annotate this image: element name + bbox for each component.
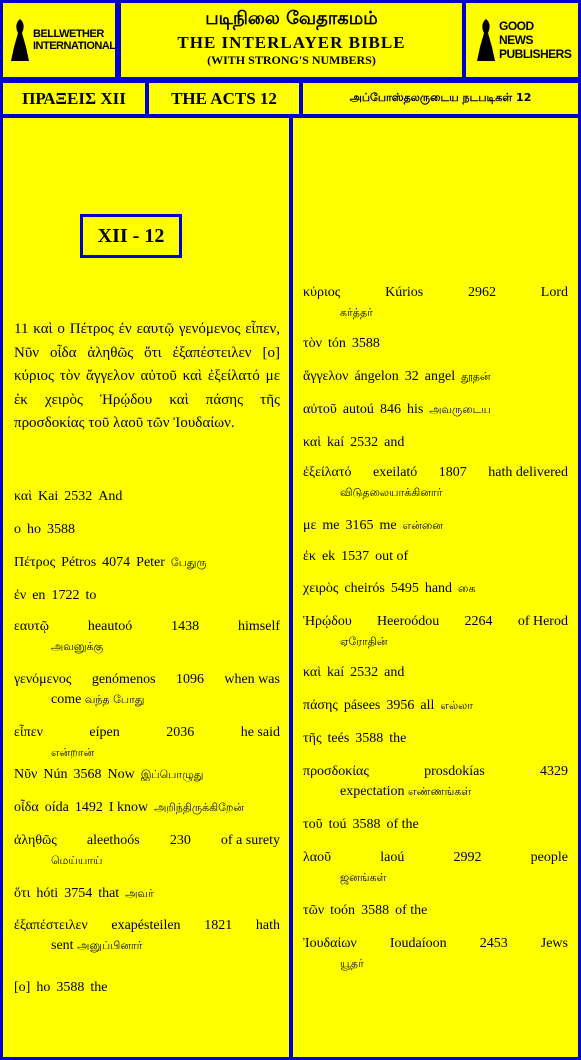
word-entry — [303, 849, 568, 889]
greek-word: ἐξείλατό — [303, 465, 352, 480]
word-line — [303, 697, 568, 715]
english-gloss: Peter — [136, 555, 165, 570]
goodnews-logo-text: GOOD NEWS PUBLISHERS — [499, 19, 572, 61]
word-entry — [303, 368, 568, 386]
english-continuation: come — [51, 692, 85, 707]
word-line — [14, 671, 280, 689]
strong-number: 230 — [169, 833, 191, 848]
goodnews-logo-box — [463, 0, 581, 80]
tamil-text: எண்ணங்கள் — [408, 785, 472, 798]
word-line — [303, 613, 568, 631]
word-line — [303, 548, 568, 566]
strong-number: 1537 — [341, 549, 370, 564]
word-line — [303, 401, 568, 419]
word-entry — [14, 979, 280, 997]
greek-word: Ἡρῴδου — [303, 614, 352, 629]
greek-word: καὶ — [303, 435, 322, 450]
goodnews-logo-icon — [475, 17, 497, 63]
word-entry — [303, 464, 568, 504]
tamil-gloss — [303, 867, 568, 889]
word-line — [303, 730, 568, 748]
word-entry — [303, 434, 568, 452]
word-entry — [303, 816, 568, 834]
transliteration: hóti — [36, 886, 59, 901]
greek-word: εαυτῷ — [14, 619, 49, 634]
word-line — [14, 766, 280, 784]
title-block — [118, 0, 465, 80]
english-gloss: hath delivered — [488, 465, 568, 480]
title-subtitle: (WITH STRONG'S NUMBERS) — [207, 53, 376, 67]
tamil-text: ஜனங்கள் — [340, 871, 387, 884]
word-line — [303, 849, 568, 867]
tamil-gloss — [14, 742, 280, 764]
word-entry — [303, 664, 568, 682]
word-line — [14, 885, 280, 903]
word-line — [303, 517, 568, 535]
bellwether-logo-box — [0, 0, 118, 80]
word-entry — [14, 587, 280, 605]
word-entry — [303, 613, 568, 653]
strong-number: 2264 — [464, 614, 493, 629]
tamil-text: வந்த போது — [84, 693, 145, 706]
word-line — [14, 799, 280, 817]
transliteration: Ioudaíoon — [389, 936, 447, 951]
word-line — [303, 464, 568, 482]
tamil-gloss: அவர் — [125, 887, 154, 900]
english-gloss: and — [384, 435, 405, 450]
transliteration: oída — [44, 800, 69, 815]
transliteration: kaí — [327, 665, 345, 680]
transliteration: heautoó — [87, 619, 133, 634]
word-line — [303, 284, 568, 302]
transliteration: prosdokías — [424, 764, 485, 779]
transliteration: tón — [327, 336, 346, 351]
english-gloss: of the — [395, 903, 428, 918]
strong-number: 3588 — [355, 731, 384, 746]
word-entry — [14, 554, 280, 572]
word-entry — [14, 885, 280, 903]
strong-number: 1722 — [51, 588, 80, 603]
tamil-gloss — [14, 636, 280, 658]
word-line — [14, 618, 280, 636]
word-line — [303, 935, 568, 953]
tamil-text: ஏரோதின் — [340, 635, 388, 648]
strong-number: 32 — [404, 369, 419, 384]
greek-word: κύριος — [303, 285, 341, 300]
word-line — [303, 664, 568, 682]
english-gloss: he said — [240, 725, 280, 740]
tamil-gloss: என்னை — [402, 519, 443, 532]
tamil-gloss — [303, 631, 568, 653]
tamil-gloss — [14, 689, 280, 711]
greek-word: ο — [14, 522, 21, 537]
transliteration: Nún — [43, 767, 68, 782]
greek-word: τὸν — [303, 336, 322, 351]
english-gloss: people — [530, 850, 568, 865]
word-line — [14, 521, 280, 539]
transliteration: genómenos — [91, 672, 156, 687]
english-gloss: of the — [386, 817, 419, 832]
tamil-text: யூதர் — [340, 957, 364, 970]
book-english: THE ACTS 12 — [146, 80, 302, 117]
tamil-gloss: தூதன் — [461, 370, 491, 383]
word-line — [303, 902, 568, 920]
strong-number: 2992 — [453, 850, 482, 865]
tamil-text: கர்த்தர் — [340, 306, 373, 319]
tamil-gloss: அவருடைய — [429, 403, 491, 416]
strong-number: 4329 — [539, 764, 568, 779]
word-entry — [303, 902, 568, 920]
english-gloss: And — [98, 489, 123, 504]
english-gloss: Jews — [540, 936, 568, 951]
strong-number: 2962 — [467, 285, 496, 300]
tamil-gloss: அறிந்திருக்கிறேன் — [154, 801, 245, 814]
transliteration: pásees — [343, 698, 381, 713]
strong-number: 1096 — [175, 672, 204, 687]
word-line — [303, 580, 568, 598]
tamil-gloss — [303, 302, 568, 324]
transliteration: laoú — [380, 850, 405, 865]
english-gloss: of a surety — [220, 833, 280, 848]
english-continuation: expectation — [340, 784, 409, 799]
english-gloss: and — [384, 665, 405, 680]
title-english: THE INTERLAYER BIBLE — [177, 33, 406, 52]
greek-word: καὶ — [303, 665, 322, 680]
transliteration: ek — [321, 549, 336, 564]
greek-word: χειρὸς — [303, 581, 339, 596]
strong-number: 3754 — [64, 886, 93, 901]
english-gloss: me — [379, 518, 397, 533]
transliteration: teés — [327, 731, 350, 746]
english-gloss: that — [98, 886, 120, 901]
transliteration: Heeroódou — [377, 614, 440, 629]
transliteration: ángelon — [354, 369, 399, 384]
transliteration: Kai — [38, 489, 59, 504]
transliteration: Pétros — [61, 555, 97, 570]
word-line — [303, 335, 568, 353]
chapter-label: XII - 12 — [80, 214, 182, 258]
greek-word: Ἰουδαίων — [303, 936, 357, 951]
strong-number: 3588 — [351, 336, 380, 351]
tamil-gloss — [303, 482, 568, 504]
greek-word: [ο] — [14, 980, 31, 995]
greek-word: τῆς — [303, 731, 322, 746]
english-gloss: to — [85, 588, 97, 603]
greek-word: Πέτρος — [14, 555, 56, 570]
strong-number: 3956 — [386, 698, 415, 713]
strong-number: 3568 — [73, 767, 102, 782]
word-entry — [303, 730, 568, 748]
english-gloss: out of — [375, 549, 409, 564]
strong-number: 3588 — [352, 817, 381, 832]
verse-text: 11 καὶ ο Πέτρος ἐν εαυτῷ γενόμενος εἶπεν, Νῦν οἶδα ἀληθῶς ὅτι ἐξαπέστειλεν [ο] κύριος τὸν ἄγγελον αὐτοῦ καὶ ἐξείλατό με ἐκ χειρὸς Ἡρῴδου καὶ πάσης τῆς προσδοκίας τοῦ λαοῦ τῶν Ἰουδαίων. — [14, 321, 280, 431]
word-entry — [14, 521, 280, 539]
greek-word: τοῦ — [303, 817, 323, 832]
english-gloss: when was — [224, 672, 280, 687]
word-entry — [303, 401, 568, 419]
greek-word: ἐκ — [303, 549, 316, 564]
word-entry — [14, 832, 280, 872]
strong-number: 3165 — [345, 518, 374, 533]
tamil-text: அனுப்பினார் — [77, 939, 143, 952]
transliteration: autoú — [342, 402, 374, 417]
english-gloss: himself — [238, 619, 280, 634]
greek-word: οἶδα — [14, 800, 39, 815]
word-line — [14, 979, 280, 997]
greek-word: με — [303, 518, 317, 533]
word-line — [14, 554, 280, 572]
strong-number: 3588 — [361, 903, 390, 918]
transliteration: en — [32, 588, 46, 603]
tamil-gloss — [14, 935, 280, 957]
tamil-gloss — [303, 781, 568, 803]
tamil-text: மெய்யாய் — [51, 854, 103, 867]
greek-word: λαοῦ — [303, 850, 332, 865]
word-entry — [303, 548, 568, 566]
transliteration: exapésteilen — [111, 918, 181, 933]
word-entry — [14, 671, 280, 711]
english-continuation: sent — [51, 938, 78, 953]
transliteration: me — [322, 518, 340, 533]
strong-number: 1821 — [204, 918, 233, 933]
book-greek: ΠΡΑΞΕΙΣ XII — [0, 80, 148, 117]
transliteration: cheirós — [344, 581, 385, 596]
word-entry — [14, 724, 280, 764]
tamil-gloss: எல்லா — [440, 699, 473, 712]
transliteration: toón — [330, 903, 356, 918]
english-gloss: Lord — [540, 285, 568, 300]
strong-number: 2532 — [350, 665, 379, 680]
strong-number: 846 — [379, 402, 401, 417]
greek-word: γενόμενος — [14, 672, 72, 687]
transliteration: aleethoós — [86, 833, 140, 848]
greek-word: πάσης — [303, 698, 338, 713]
word-entry — [303, 697, 568, 715]
word-line — [14, 488, 280, 506]
word-line — [303, 434, 568, 452]
word-entry — [14, 799, 280, 817]
tamil-text: என்றான் — [51, 746, 95, 759]
strong-number: 3588 — [47, 522, 75, 537]
word-line — [14, 724, 280, 742]
word-line — [14, 832, 280, 850]
word-line — [303, 368, 568, 386]
greek-word: αὐτοῦ — [303, 402, 337, 417]
greek-word: καὶ — [14, 489, 33, 504]
strong-number: 1807 — [438, 465, 467, 480]
tamil-text: அவனுக்கு — [51, 640, 104, 653]
tamil-gloss — [14, 850, 280, 872]
strong-number: 2532 — [350, 435, 379, 450]
tamil-gloss: கை — [458, 582, 476, 595]
greek-word: ἐξαπέστειλεν — [14, 918, 88, 933]
greek-word: εἶπεν — [14, 725, 43, 740]
greek-word: ἀληθῶς — [14, 833, 57, 848]
word-entry — [303, 935, 568, 975]
word-entry — [303, 763, 568, 803]
word-line — [303, 816, 568, 834]
strong-number: 2453 — [479, 936, 508, 951]
tamil-gloss: பேதுரு — [170, 556, 207, 569]
greek-word: προσδοκίας — [303, 764, 369, 779]
strong-number: 5495 — [390, 581, 419, 596]
word-entry — [303, 517, 568, 535]
english-gloss: the — [389, 731, 407, 746]
title-tamil: படிநிலை வேதாகமம் — [205, 8, 378, 29]
word-entry — [14, 618, 280, 658]
transliteration: ho — [27, 522, 41, 537]
tamil-gloss: இப்பொழுது — [140, 768, 204, 781]
strong-number: 3588 — [56, 980, 85, 995]
english-gloss: Now — [107, 767, 135, 782]
english-gloss: angel — [424, 369, 456, 384]
greek-word: Νῦν — [14, 767, 38, 782]
transliteration: exeilató — [373, 465, 418, 480]
transliteration: eípen — [89, 725, 120, 740]
english-gloss: of Herod — [517, 614, 568, 629]
word-entry — [303, 335, 568, 353]
bellwether-logo-icon — [9, 17, 31, 63]
transliteration: Kúrios — [385, 285, 424, 300]
word-entry — [14, 488, 280, 506]
english-gloss: all — [420, 698, 435, 713]
english-gloss: the — [90, 980, 108, 995]
greek-word: ἐν — [14, 588, 27, 603]
english-gloss: I know — [108, 800, 149, 815]
word-line — [303, 763, 568, 781]
strong-number: 1492 — [74, 800, 103, 815]
english-gloss: hath — [255, 918, 280, 933]
strong-number: 2532 — [64, 489, 93, 504]
transliteration: toú — [328, 817, 347, 832]
word-entry — [14, 766, 280, 784]
book-tamil: அப்போஸ்தலருடைய நடபடிகள் 12 — [300, 80, 581, 117]
bellwether-logo-text: BELLWETHER INTERNATIONAL — [33, 28, 116, 52]
transliteration: ho — [36, 980, 51, 995]
greek-word: τῶν — [303, 903, 325, 918]
word-line — [14, 587, 280, 605]
english-gloss: hand — [424, 581, 453, 596]
transliteration: kaí — [327, 435, 345, 450]
word-entry — [303, 580, 568, 598]
strong-number: 4074 — [102, 555, 131, 570]
tamil-gloss — [303, 953, 568, 975]
word-line — [14, 917, 280, 935]
strong-number: 2036 — [166, 725, 195, 740]
english-gloss: his — [406, 402, 424, 417]
word-entry — [14, 917, 280, 957]
tamil-text: விடுதலையாக்கினார் — [340, 486, 443, 499]
greek-word: ὅτι — [14, 886, 31, 901]
greek-word: ἄγγελον — [303, 369, 349, 384]
strong-number: 1438 — [171, 619, 200, 634]
word-entry — [303, 284, 568, 324]
